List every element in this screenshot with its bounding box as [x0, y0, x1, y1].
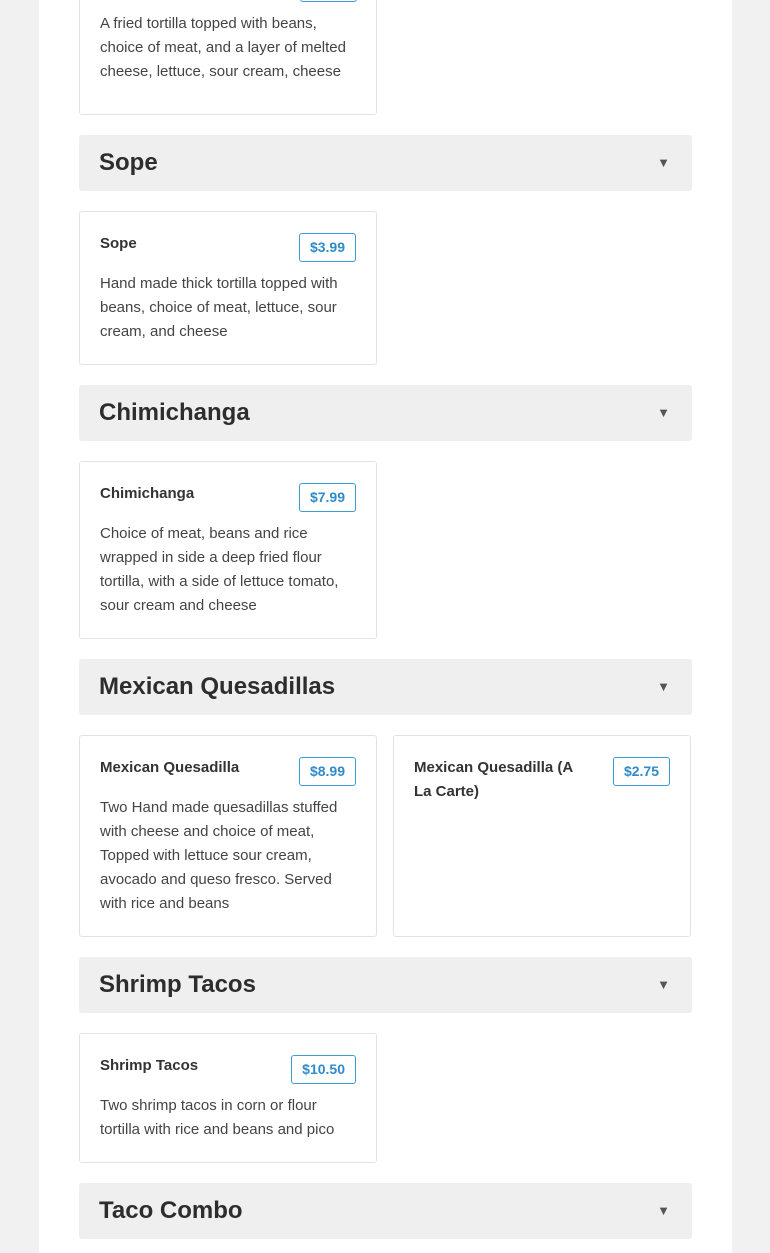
- item-price: $2.75: [613, 757, 670, 786]
- caret-down-icon: ▼: [657, 679, 670, 694]
- item-price: $10.50: [291, 1055, 356, 1084]
- item-price: $7.99: [299, 483, 356, 512]
- menu-item-card[interactable]: [79, 461, 377, 639]
- category-header-shrimp-tacos[interactable]: [79, 957, 692, 1013]
- category-header-taco-combo[interactable]: [79, 1183, 692, 1239]
- item-description: A fried tortilla topped with beans, choice of meat, and a layer of melted cheese, lettuce, sour cream, cheese: [100, 15, 346, 80]
- menu-item-card[interactable]: [79, 735, 377, 937]
- menu-page: [39, 0, 732, 1253]
- menu-item-card[interactable]: [393, 735, 691, 937]
- category-header-sope[interactable]: [79, 135, 692, 191]
- caret-down-icon: ▼: [657, 405, 670, 420]
- category-title: Mexican Quesadillas: [99, 673, 336, 700]
- item-price: $8.99: [299, 757, 356, 786]
- item-name: Sope: [100, 235, 137, 252]
- category-title: Sope: [99, 149, 158, 176]
- category-title: Taco Combo: [99, 1197, 243, 1224]
- caret-down-icon: ▼: [657, 1203, 670, 1218]
- item-name: Mexican Quesadilla: [100, 759, 240, 776]
- item-name: Shrimp Tacos: [100, 1057, 199, 1074]
- item-price: $3.99: [299, 233, 356, 262]
- menu-item-card[interactable]: [79, 1033, 377, 1163]
- category-title: Shrimp Tacos: [99, 971, 256, 998]
- category-title: Chimichanga: [99, 399, 250, 426]
- category-header-mexican-quesadillas[interactable]: [79, 659, 692, 715]
- item-description: Choice of meat, beans and rice wrapped in side a deep fried flour tortilla, with a side of lettuce tomato, sour cream and cheese: [100, 525, 339, 614]
- item-name: Chimichanga: [100, 485, 195, 502]
- item-name: Mexican Quesadilla (A La Carte): [414, 759, 573, 800]
- item-price: [300, 0, 357, 2]
- menu-item-card[interactable]: [79, 211, 377, 365]
- menu-item-card[interactable]: [79, 0, 377, 115]
- caret-down-icon: ▼: [657, 155, 670, 170]
- category-header-chimichanga[interactable]: [79, 385, 692, 441]
- item-description: Two Hand made quesadillas stuffed with cheese and choice of meat, Topped with lettuce sour cream, avocado and queso fresco. Served with rice and beans: [100, 799, 338, 912]
- item-description: Hand made thick tortilla topped with beans, choice of meat, lettuce, sour cream, and cheese: [100, 275, 338, 340]
- item-description: Two shrimp tacos in corn or flour tortilla with rice and beans and pico: [100, 1097, 335, 1138]
- caret-down-icon: ▼: [657, 977, 670, 992]
